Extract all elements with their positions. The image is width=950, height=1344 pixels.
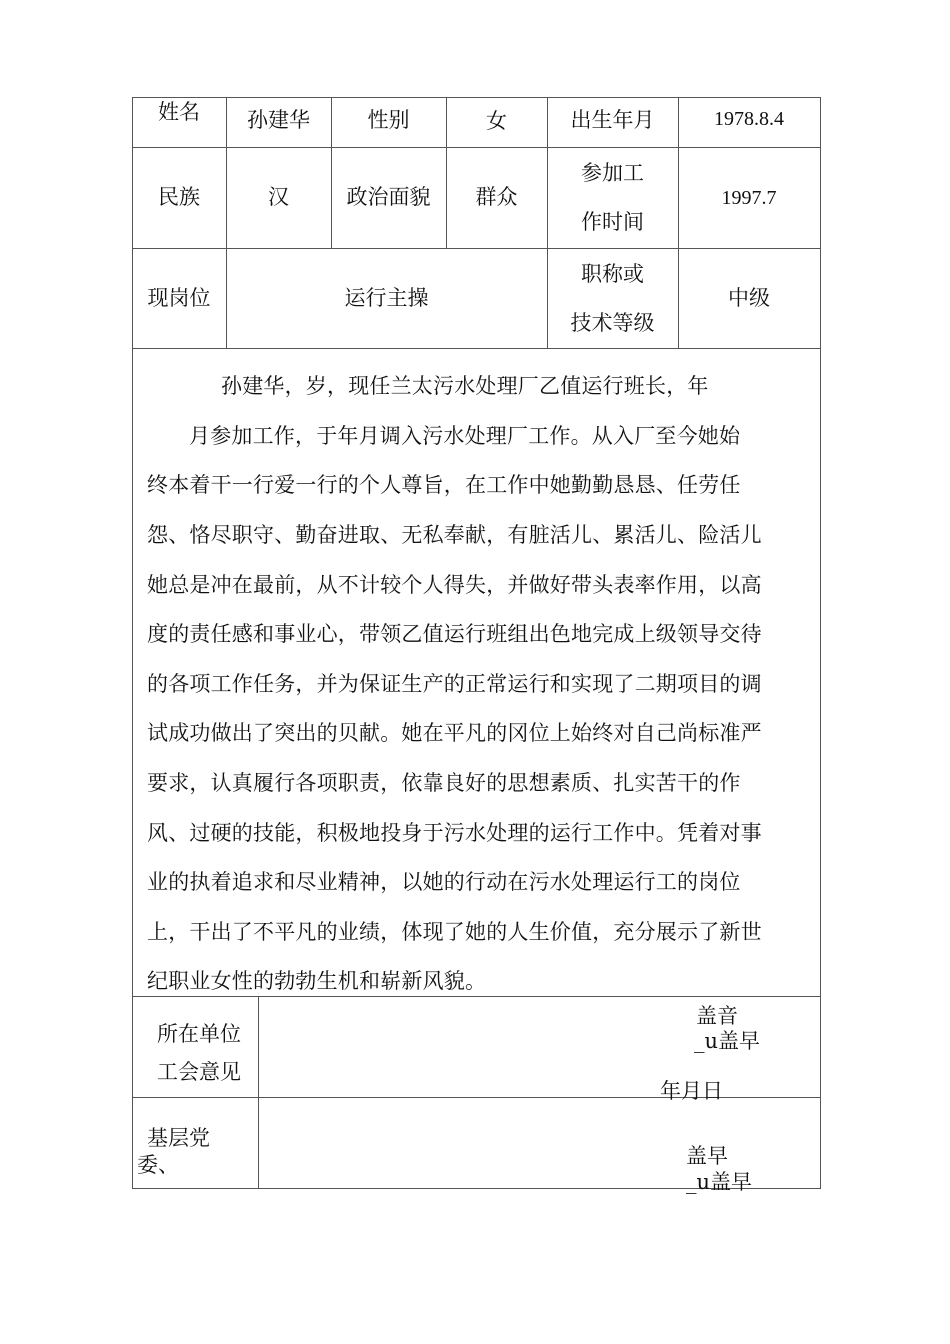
description-line: 她总是冲在最前，从不计较个人得失，并做好带头表率作用，以高 [147, 573, 762, 597]
birth-label: 出生年月 [570, 107, 655, 132]
description-line: 风、过硬的技能，积极地投身于污水处理的运行工作中。凭着对事 [147, 821, 762, 845]
political-value: 群众 [475, 185, 518, 209]
description-line: 度的责任感和事业心，带领乙值运行班组出色地完成上级领导交待 [147, 622, 762, 646]
name-value: 孙建华 [247, 107, 310, 132]
work-start-value: 1997.7 [721, 186, 777, 209]
gender-label: 性别 [367, 107, 410, 132]
union-seal-text-2: _u盖早 [694, 1029, 761, 1053]
work-start-label-line1: 参加工 [581, 160, 644, 185]
union-date: 年月日 [660, 1079, 723, 1103]
birth-value: 1978.8.4 [714, 108, 784, 130]
post-value: 运行主操 [344, 286, 429, 310]
grid-line [820, 97, 821, 1189]
union-opinion-label-line2: 工会意见 [157, 1060, 241, 1084]
description-line: 纪职业女性的勃勃生机和崭新风貌。 [147, 969, 487, 993]
description-line: 孙建华，岁，现任兰太污水处理厂乙值运行班长，年 [221, 374, 709, 398]
description-line: 月参加工作，于年月调入污水处理厂工作。从入厂至今她始 [189, 424, 741, 448]
ethnic-value: 汉 [268, 185, 289, 209]
ethnic-label: 民族 [158, 185, 200, 209]
name-label: 姓名 [158, 99, 200, 124]
grid-line [258, 996, 259, 1188]
grid-line [132, 996, 821, 997]
party-committee-label-line1: 基层党 [147, 1126, 210, 1150]
party-seal-text-2: _u盖早 [686, 1170, 753, 1194]
gender-value: 女 [486, 108, 507, 133]
work-start-label [547, 147, 678, 248]
title-label-line2: 技术等级 [570, 310, 655, 335]
description-line: 要求，认真履行各项职责，依靠良好的思想素质、扎实苦干的作 [147, 771, 741, 795]
political-label: 政治面貌 [346, 185, 431, 209]
title-value: 中级 [728, 286, 770, 310]
title-label-line1: 职称或 [581, 261, 644, 286]
work-start-label-line2: 作时间 [581, 209, 644, 234]
description-line: 怨、恪尽职守、勤奋进取、无私奉献，有脏活儿、累活儿、险活儿 [147, 523, 762, 547]
union-opinion-label-line1: 所在单位 [157, 1022, 241, 1046]
party-seal-text: 盖早 [686, 1144, 728, 1168]
description-line: 试成功做出了突出的贝献。她在平凡的冈位上始终对自己尚标准严 [147, 721, 762, 745]
party-committee-label-line2: 委、 [137, 1153, 179, 1177]
union-seal-text: 盖音 [696, 1004, 738, 1028]
title-label [547, 248, 678, 349]
description-line: 的各项工作任务，并为保证生产的正常运行和实现了二期项目的调 [147, 672, 762, 696]
post-label: 现岗位 [147, 286, 211, 310]
description-line: 上，干出了不平凡的业绩，体现了她的人生价值，充分展示了新世 [147, 920, 762, 944]
description-line: 业的执着追求和尽业精神，以她的行动在污水处理运行工的岗位 [147, 870, 741, 894]
description-line: 终本着干一行爱一行的个人尊旨，在工作中她勤勤恳恳、任劳任 [147, 473, 741, 497]
